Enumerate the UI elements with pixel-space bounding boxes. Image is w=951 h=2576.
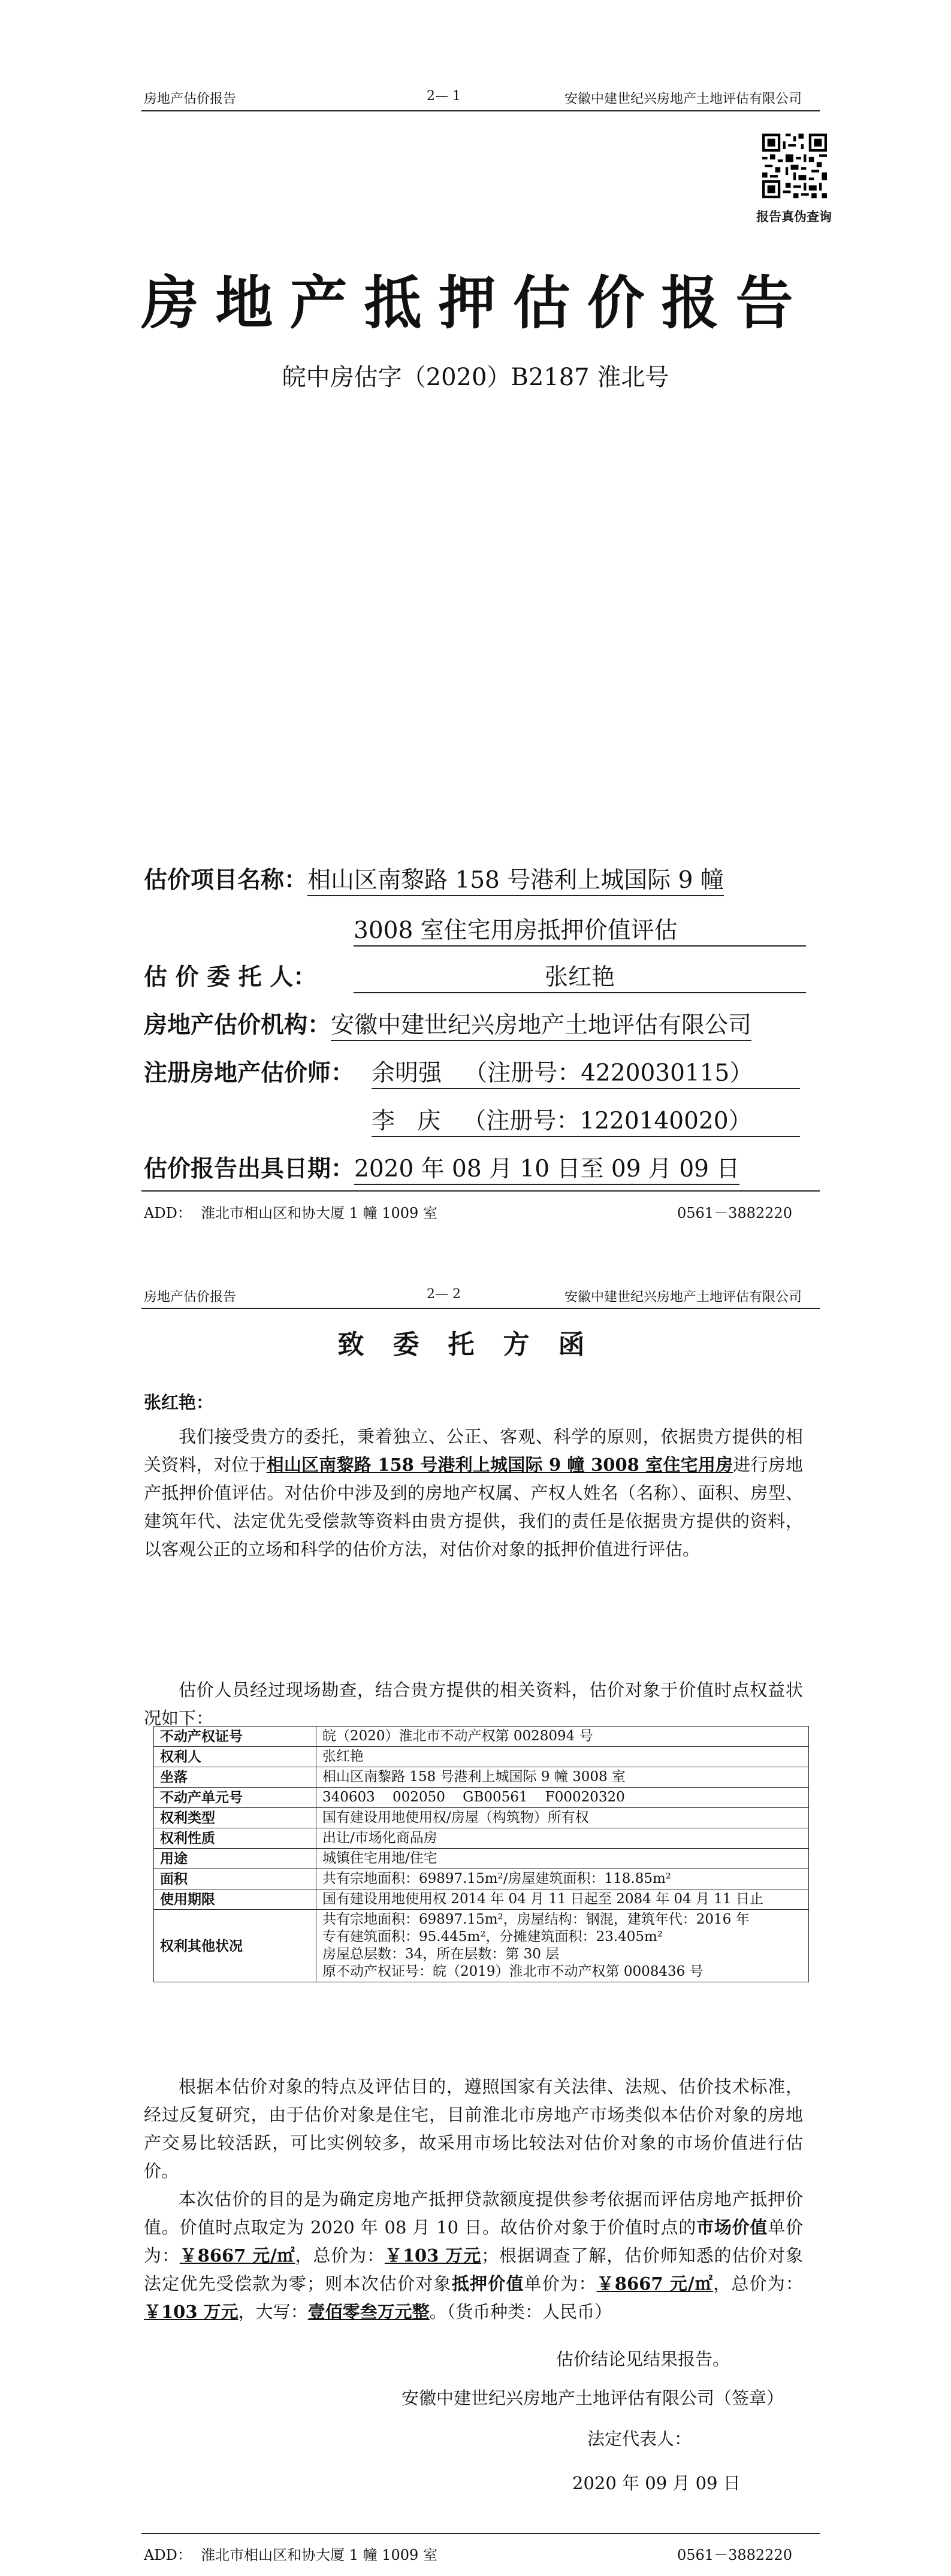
table-value [316,1808,809,1828]
client-value: 张红艳 [354,959,806,993]
table-value-line: 相山区南黎路 158 号港利上城国际 9 幢 3008 室 [322,1769,626,1785]
table-value [316,1828,809,1849]
table-key: 坐落 [154,1767,316,1788]
appraiser-row [144,1054,354,1088]
paragraph-valuation [144,2185,803,2326]
table-value-line: 张红艳 [322,1749,364,1764]
page1-header-rule [141,110,820,111]
table-value-line: 共有宗地面积：69897.15m²/房屋建筑面积：118.85m² [322,1871,672,1886]
table-value [316,1869,809,1889]
closing-representative: 法定代表人： [587,2429,692,2449]
intro-text-a: 我们接受贵方的委托，秉着独立、公正、客观、科学的原则，依据贵方提供的相关资料，对位于 [144,1426,803,1475]
table-value-line: 340603 002050 GB00561 F00020320 [322,1789,625,1805]
valuation-text-h: 。（货币种类：人民币） [429,2302,612,2322]
page2-footer-address: ADD： 淮北市相山区和协大厦 1 幢 1009 室 [144,2547,437,2563]
table-row [154,1869,809,1889]
table-key: 权利人 [154,1747,316,1767]
table-key: 权利类型 [154,1808,316,1828]
total-in-words: 壹佰零叁万元整 [307,2302,430,2322]
agency-label: 房地产估价机构： [144,1011,331,1039]
valuation-text-a: 本次估价的目的是为确定房地产抵押贷款额度提供参考依据而评估房地产抵押价值。价值时点取定为 2020 年 08 月 10 日。故估价对象于价值时点的 [144,2189,803,2238]
table-row [154,1747,809,1767]
mortgage-value-label: 抵押价值 [451,2273,524,2294]
page2-header-page: 2— 2 [427,1287,461,1302]
valuation-text-f: ，总价为： [713,2273,803,2294]
letter-title: 致委托方函 [337,1329,614,1360]
paragraph-survey: 估价人员经过现场勘查，结合贵方提供的相关资料，估价对象于价值时点权益状况如下： [144,1680,803,1728]
report-title: 房地产抵押估价报告 [141,269,810,337]
qr-code-icon[interactable] [762,134,827,198]
salutation: 张红艳： [144,1392,214,1413]
valuation-text-e: 单价为： [524,2273,597,2294]
table-row [154,1808,809,1828]
table-value-line: 国有建设用地使用权 2014 年 04 月 11 日起至 2084 年 04 月 11 日止 [322,1891,763,1907]
page2-footer-phone: 0561－3882220 [677,2547,792,2563]
date-value: 2020 年 08 月 10 日至 09 月 09 日 [354,1150,739,1185]
table-key: 不动产权证号 [154,1727,316,1747]
table-row [154,1767,809,1788]
appraiser-1: 余明强 （注册号：4220030115） [372,1054,800,1089]
table-key: 使用期限 [154,1889,316,1910]
client-label: 估 价 委 托 人： [144,963,317,991]
table-value [316,1849,809,1869]
agency-row [144,1006,751,1041]
appraiser-label: 注册房地产估价师： [144,1059,355,1087]
agency-value: 安徽中建世纪兴房地产土地评估有限公司 [331,1006,751,1041]
page1-footer-rule [141,1190,820,1192]
page1-header-left: 房地产估价报告 [144,92,237,107]
table-key: 不动产单元号 [154,1788,316,1808]
valuation-text-b: 单价为： [144,2217,803,2266]
qr-caption: 报告真伪查询 [756,209,832,224]
table-value [316,1788,809,1808]
table-row [154,1910,809,1982]
mortgage-total-price: ￥103 万元 [144,2302,238,2322]
table-row [154,1828,809,1849]
date-label: 估价报告出具日期： [144,1155,355,1183]
table-value-line: 共有宗地面积：69897.15m²，房屋结构：钢混，建筑年代：2016 年 [322,1912,750,1927]
valuation-text-c: ，总价为： [295,2245,385,2266]
table-value [316,1910,809,1982]
table-value-line: 国有建设用地使用权/房屋（构筑物）所有权 [322,1810,589,1825]
page2-header-right: 安徽中建世纪兴房地产土地评估有限公司 [564,1290,802,1305]
table-value [316,1747,809,1767]
table-key: 权利其他状况 [154,1910,316,1982]
page1-footer-address: ADD： 淮北市相山区和协大厦 1 幢 1009 室 [144,1205,437,1222]
market-total-price: ￥103 万元 [384,2245,482,2266]
page1-footer-phone: 0561－3882220 [677,1205,792,1222]
property-info-table [153,1726,809,1982]
table-value [316,1889,809,1910]
client-row [144,959,316,992]
table-value-line: 城镇住宅用地/住宅 [322,1851,437,1866]
mortgage-unit-price: ￥8667 元/㎡ [596,2273,714,2294]
table-value-line: 皖（2020）淮北市不动产权第 0028094 号 [322,1728,593,1744]
page2-footer-rule [141,2533,820,2534]
table-key: 用途 [154,1849,316,1869]
market-value-label: 市场价值 [696,2217,768,2238]
table-key: 权利性质 [154,1828,316,1849]
page1-header-page: 2— 1 [427,89,461,104]
table-row [154,1889,809,1910]
page2-header-rule [141,1308,820,1309]
page1-header-right: 安徽中建世纪兴房地产土地评估有限公司 [564,92,802,107]
property-address: 相山区南黎路 158 号港利上城国际 9 幢 3008 室住宅用房 [266,1455,733,1475]
closing-company: 安徽中建世纪兴房地产土地评估有限公司（签章） [401,2388,784,2408]
table-value-line: 房屋总层数：34，所在层数：第 30 层 [322,1946,560,1962]
project-value: 相山区南黎路 158 号港利上城国际 9 幢 [307,861,724,896]
page2-header-left: 房地产估价报告 [144,1290,237,1305]
table-key: 面积 [154,1869,316,1889]
closing-conclusion: 估价结论见结果报告。 [556,2349,730,2369]
paragraph-intro [144,1423,803,1564]
paragraph-method: 根据本估价对象的特点及评估目的，遵照国家有关法律、法规、估价技术标准，经过反复研究，由于估价对象是住宅，目前淮北市房地产市场类似本估价对象的房地产交易比较活跃，可比实例较多，故采用市场比较法对估价对象的市场价值进行估价。 [144,2076,803,2181]
table-value-line: 原不动产权证号：皖（2019）淮北市不动产权第 0008436 号 [322,1964,704,1979]
appraiser-2: 李 庆 （注册号：1220140020） [372,1102,800,1137]
valuation-text-g: ，大写： [238,2302,308,2322]
valuation-text-d: ；根据调查了解，估价师知悉的估价对象法定优先受偿款为零；则本次估价对象 [144,2245,803,2294]
project-row [144,861,724,896]
table-value [316,1767,809,1788]
date-row [144,1150,739,1185]
document-number: 皖中房估字（2020）B2187 淮北号 [282,364,669,391]
table-row [154,1727,809,1747]
project-value-line2: 3008 室住宅用房抵押价值评估 [354,912,806,947]
table-row [154,1788,809,1808]
market-unit-price: ￥8667 元/㎡ [179,2245,295,2266]
intro-text-b: 进行房地产抵押价值评估。对估价中涉及到的房地产权属、产权人姓名（名称）、面积、房型、建筑年代、法定优先受偿款等资料由贵方提供，我们的责任是依据贵方提供的资料，以客观公正的立场和科学的估价方法，对估价对象的抵押价值进行评估。 [144,1455,803,1559]
table-value-line: 专有建筑面积：95.445m²，分摊建筑面积：23.405m² [322,1929,663,1945]
table-row [154,1849,809,1869]
project-label: 估价项目名称： [144,866,308,894]
table-value [316,1727,809,1747]
table-value-line: 出让/市场化商品房 [322,1830,437,1846]
closing-date: 2020 年 09 月 09 日 [572,2473,741,2493]
